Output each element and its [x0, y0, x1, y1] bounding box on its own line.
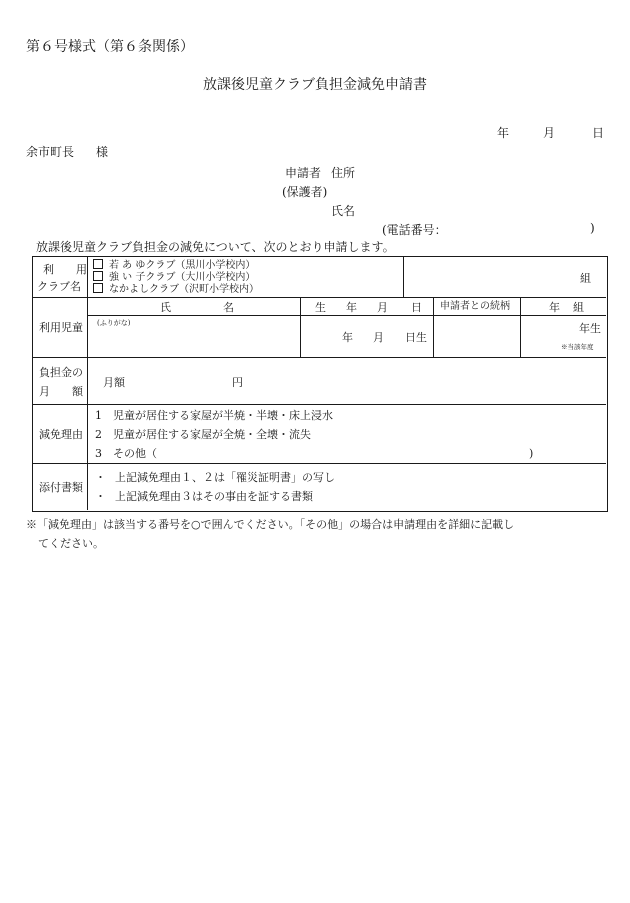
club-option-wakaayu[interactable]: [93, 259, 255, 271]
rule-birth-relation: [433, 297, 434, 357]
date-month-label: 月: [543, 126, 556, 140]
name-label: 氏名: [331, 204, 356, 218]
grade-note: ※当該年度: [561, 343, 594, 351]
col-birth-year: 年: [346, 301, 357, 314]
attach-label: 添付書類: [39, 481, 83, 494]
rule-relation-grade: [520, 297, 521, 357]
footnote-line-2: てください。: [38, 537, 104, 550]
checkbox-icon[interactable]: [93, 271, 103, 281]
date-year-label: 年: [497, 126, 510, 140]
reason-close: ): [529, 447, 534, 460]
phone-close: ): [590, 221, 595, 235]
col-grade-class: 組: [573, 301, 584, 314]
club-option-label: なかよしクラブ（沢町小学校内）: [109, 284, 259, 295]
guardian-label: (保護者): [282, 185, 328, 199]
bullet: ・: [95, 490, 106, 503]
rule-label-column: [87, 257, 88, 510]
birth-month-unit: 月: [373, 331, 384, 344]
col-birth-born: 生: [315, 301, 326, 314]
reason-number: 3: [95, 447, 102, 460]
applicant-label: 申請者: [285, 166, 322, 180]
checkbox-icon[interactable]: [93, 259, 103, 269]
footnote-line-1: ※「減免理由」は該当する番号を○で囲んでください。「その他」の場合は申請理由を詳細に記載し: [26, 518, 515, 531]
group-suffix: 組: [580, 272, 591, 285]
rule-child-header: [87, 315, 606, 316]
phone-label: (電話番号：: [382, 223, 447, 237]
fee-yen-unit: 円: [232, 376, 243, 389]
reason-text: その他（: [113, 447, 157, 460]
addressee-honorific: 様: [96, 145, 109, 159]
intro-text: 放課後児童クラブ負担金の減免について、次のとおり申請します。: [36, 240, 395, 254]
col-name-1: 氏: [160, 301, 171, 314]
fee-label-2: 月 額: [39, 385, 83, 398]
fee-label-1: 負担金の: [39, 366, 83, 379]
reason-label: 減免理由: [39, 428, 83, 441]
checkbox-icon[interactable]: [93, 283, 103, 293]
birth-year-unit: 年: [342, 331, 353, 344]
attachment-item: 上記減免理由１、２は「罹災証明書」の写し: [115, 471, 335, 484]
club-option-label: 若 あ ゆクラブ（黒川小学校内）: [109, 260, 256, 271]
fee-monthly-label: 月額: [103, 376, 125, 389]
addressee-name: 余市町長: [26, 145, 75, 159]
reason-number: 1: [95, 409, 102, 422]
rule-child-bottom: [33, 357, 606, 358]
address-label: 住所: [331, 166, 356, 180]
club-option-label: 強 い 子クラブ（大川小学校内）: [109, 272, 256, 283]
club-label-1: 利 用: [43, 263, 87, 276]
rule-reason-bottom: [33, 463, 606, 464]
club-option-tsuyoiko[interactable]: [93, 271, 255, 283]
birth-day-unit: 日生: [405, 331, 427, 344]
attachment-item: 上記減免理由３はその事由を証する書類: [115, 490, 313, 503]
rule-fee-bottom: [33, 404, 606, 405]
furigana-label: (ふりがな): [97, 319, 131, 327]
form-number: 第６号様式（第６条関係）: [26, 39, 194, 55]
col-birth-day: 日: [411, 301, 422, 314]
club-option-nakayoshi[interactable]: [93, 283, 259, 295]
col-birth-month: 月: [377, 301, 388, 314]
child-label: 利用児童: [39, 321, 83, 334]
page-title: 放課後児童クラブ負担金減免申請書: [203, 77, 427, 93]
club-label-2: クラブ名: [37, 280, 81, 293]
col-name-2: 名: [223, 301, 234, 314]
grade-value: 年生: [579, 322, 601, 335]
reason-text: 児童が居住する家屋が半焼・半壊・床上浸水: [113, 409, 333, 422]
rule-club-group: [403, 257, 404, 297]
bullet: ・: [95, 471, 106, 484]
application-table: [32, 256, 608, 512]
rule-name-birth: [300, 297, 301, 357]
date-day-label: 日: [592, 126, 605, 140]
col-relation: 申請者との続柄: [440, 301, 510, 312]
reason-text: 児童が居住する家屋が全焼・全壊・流失: [113, 428, 311, 441]
reason-number: 2: [95, 428, 102, 441]
col-grade-year: 年: [549, 301, 560, 314]
